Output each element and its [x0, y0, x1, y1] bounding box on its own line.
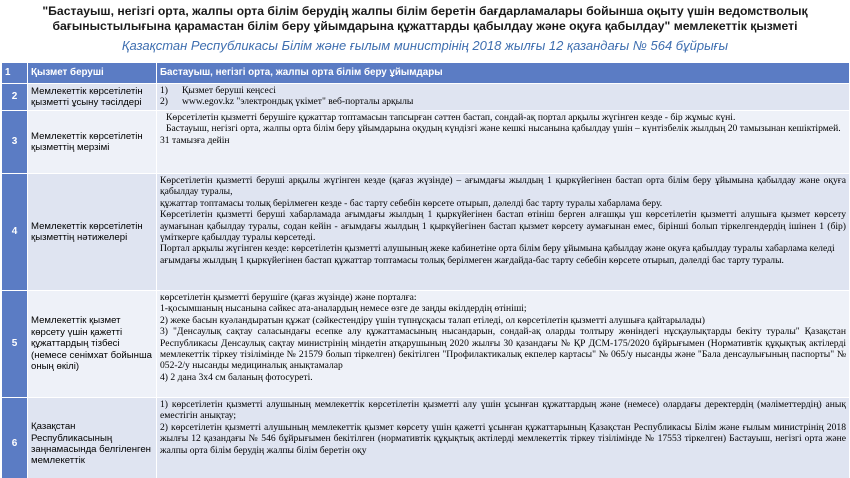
row-value	[157, 84, 850, 111]
table-header-row	[2, 63, 850, 84]
list-text: www.egov.kz "электрондық үкімет" веб-порталы арқылы	[182, 96, 414, 108]
header-num: 1	[2, 63, 28, 84]
row-label: Мемлекеттік көрсетілетін қызметтің нәтижелері	[28, 174, 157, 291]
paragraph: 2) көрсетілетін қызметті алушының мемлекеттік қызмет көрсету үшін қажетті ұсынған құжаттарының Қазақстан Республикасы Білім және ғылым министрінің 2018 жылғы 12 қазандағы № 546 бұйрығымен бекітілген (нормативтік құқықтық актілерді мемлекеттік тіркеу тізілімінде № 17553 тіркелген) Бастауыш, негізгі орта және жалпы орта білім берудің жалпы білім беретін оқу	[160, 421, 846, 456]
header-col2: Бастауыш, негізгі орта, жалпы орта білім беру ұйымдары	[157, 63, 850, 84]
list-item	[160, 96, 846, 107]
row-label: Мемлекеттік қызмет көрсету үшін қажетті құжаттардың тізбесі (немесе сенімхат бойынша оның өкілі)	[28, 291, 157, 398]
row-label: Қазақстан Республикасының заңнамасында белгіленген мемлекеттік	[28, 398, 157, 478]
row-value	[157, 398, 850, 478]
page-title: "Бастауыш, негізгі орта, жалпы орта білім берудің жалпы білім беретін бағдарламалары бойынша оқыту үшін ведомстволық бағыныстылығына қарамастан білім беру ұйымдарына құжаттарды қабылдау және оқуға қабылдау" мемлекеттік қызметі	[42, 4, 808, 33]
list-text: Қызмет беруші кеңсесі	[182, 85, 276, 96]
table-row	[2, 84, 850, 111]
paragraph: 3) "Денсаулық сақтау саласындағы есепке алу құжаттамасының нысандарын, сондай-ақ оларды толтыру жөніндегі нұсқаулықтарды бекіту туралы" Қазақстан Республикасы Денсаулық сақтау министрінің міндетін атқарушының 2020 жылғы 30 қазандағы № ҚР ДСМ-175/2020 бұйрығымен (Нормативтік құқықтық актілерді мемлекеттік тіркеу тізілімінде № 21579 болып тіркелген) бекітілген "Профилактикалық екпелер картасы" № 065/у нысанды және "Бала денсаулығының паспорты" № 052-2/у нысанды медициналық анықтамалар	[160, 326, 846, 372]
row-number: 3	[2, 111, 28, 174]
table-row	[2, 291, 850, 398]
paragraph: 1) көрсетілетін қызметті алушының мемлекеттік көрсетілетін қызметті алу үшін ұсынған құжаттардың және (немесе) олардағы деректердің (мәліметтердің) анық еместігін анықтау;	[160, 399, 846, 422]
table-row	[2, 174, 850, 291]
service-table-container	[1, 62, 849, 478]
row-value	[157, 174, 850, 291]
paragraph: Көрсетілетін қызметті беруші арқылы жүгінген кезде (қағаз жүзінде) – ағымдағы жылдың 1 қыркүйегінен бастап орта білім беру ұйымына қабылдау және оқуға қабылдау туралы,	[160, 175, 846, 198]
paragraph: 31 тамызға дейін	[160, 134, 230, 146]
row-number: 2	[2, 84, 28, 111]
row-number: 5	[2, 291, 28, 398]
paragraph: 2) жеке басын куәландыратын құжат (сәйкестендіру үшін түпнұсқасы талап етіледі, ол көрсетілетін қызметті алушыға қайтарылады)	[160, 314, 705, 326]
row-number: 6	[2, 398, 28, 478]
paragraph: Көрсетілетін қызметті берушіге құжаттар топтамасын тапсырған сәттен бастап, сондай-ақ портал арқылы жүгінген кезде - бір жұмыс күні.	[166, 112, 736, 123]
list-marker: 1)	[160, 85, 168, 96]
paragraph: Бастауыш, негізгі орта, жалпы орта білім беру ұйымдарына оқудың күндізгі және кешкі нысанына қабылдау үшін – күнтізбелік жылдың 20 тамызынан кешіктірмей.	[166, 123, 841, 135]
list-marker: 2)	[160, 96, 168, 108]
paragraph: Көрсетілетін қызметті беруші хабарламада ағымдағы жылдың 1 қыркүйегінен бастап өтініш берген алғашқы үш көрсетілетін қызметті алушыға қызмет көрсету аумағынан қабылдау туралы, содан кейін - ағымдағы жылдың 1 қыркүйегінен бастап қызмет көрсету аумағынан емес, бірінші болып тіркелгендердің ішінен 1 (бір) үміткерге қабылдау туралы көрсетеді.	[160, 209, 846, 244]
row-number: 4	[2, 174, 28, 291]
row-label: Мемлекеттік көрсетілетін қызметті ұсыну тәсілдері	[28, 84, 157, 111]
row-label: Мемлекеттік көрсетілетін қызметтің мерзімі	[28, 111, 157, 174]
paragraph: ағымдағы жылдың 1 қыркүйегінен бастап құжаттар топтамасы толық берілмеген жағдайда-бас тарту себебін көрсете отырып, дәлелді бас тарту туралы.	[160, 254, 784, 266]
page-subtitle: Қазақстан Республикасы Білім және ғылым министрінің 2018 жылғы 12 қазандағы № 564 бұйрығы	[121, 39, 729, 53]
paragraph: көрсетілетін қызметті берушіге (қағаз жүзінде) және порталға:	[160, 292, 417, 303]
table-row	[2, 111, 850, 174]
paragraph: құжаттар топтамасы толық берілмеген кезде - бас тарту себебін көрсете отырып, дәлелді бас тарту туралы хабарлама беру.	[160, 197, 663, 209]
service-table	[1, 62, 849, 478]
paragraph: 1-қосымшаның нысанына сәйкес ата-аналардың немесе өзге де заңды өкілдердің өтініші;	[160, 303, 527, 315]
row-value	[157, 111, 850, 174]
table-row	[2, 398, 850, 478]
list-item	[160, 85, 846, 96]
paragraph: Портал арқылы жүгінген кезде: көрсетілетін қызметті алушының жеке кабинетіне орта білім беру ұйымына қабылдау және оқуға қабылдау туралы хабарлама келеді	[160, 243, 835, 255]
header-col1: Қызмет беруші	[28, 63, 157, 84]
row-value	[157, 291, 850, 398]
paragraph: 4) 2 дана 3х4 см баланың фотосуреті.	[160, 371, 313, 383]
